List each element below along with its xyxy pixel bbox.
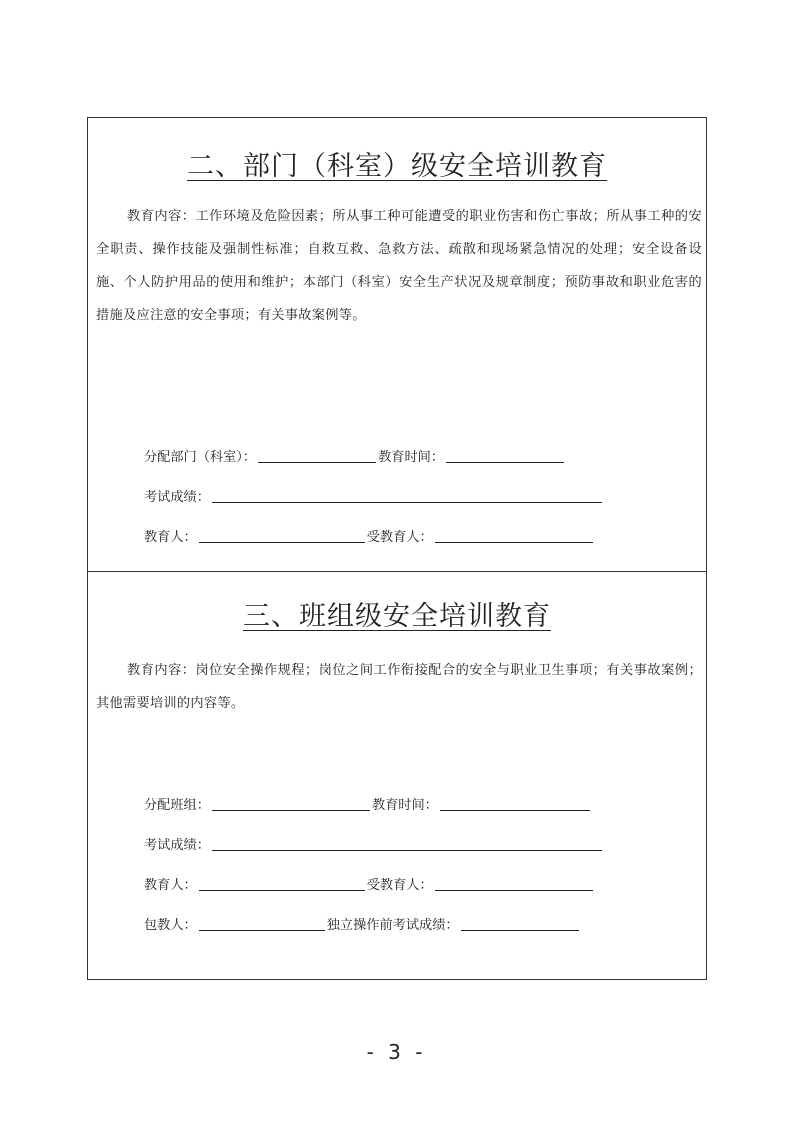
- score-label: 考试成绩：: [144, 838, 210, 853]
- educator-label: 教育人：: [144, 530, 197, 545]
- independent-score-field[interactable]: [461, 929, 579, 931]
- section-team-training: [87, 571, 707, 980]
- score-field[interactable]: [212, 501, 602, 503]
- trainee-label: 受教育人：: [366, 878, 433, 893]
- form-row-educator: [144, 526, 595, 545]
- time-label: 教育时间：: [378, 450, 445, 465]
- educator-field[interactable]: [199, 541, 365, 543]
- time-label: 教育时间：: [371, 798, 438, 813]
- time-field[interactable]: [440, 809, 590, 811]
- educator-field[interactable]: [199, 889, 365, 891]
- team-field[interactable]: [212, 809, 370, 811]
- dept-field[interactable]: [258, 461, 376, 463]
- form-row-educator: [144, 874, 595, 893]
- time-field[interactable]: [446, 461, 564, 463]
- trainee-field[interactable]: [435, 889, 593, 891]
- team-label: 分配班组：: [144, 798, 210, 813]
- section-title: 三、班组级安全培训教育: [243, 601, 551, 632]
- educator-label: 教育人：: [144, 878, 197, 893]
- score-label: 考试成绩：: [144, 490, 210, 505]
- form-row-dept-time: [144, 446, 566, 465]
- trainee-label: 受教育人：: [366, 530, 433, 545]
- mentor-field[interactable]: [199, 929, 325, 931]
- form-row-team-time: [144, 794, 592, 813]
- independent-score-label: 独立操作前考试成绩：: [326, 918, 459, 933]
- mentor-label: 包教人：: [144, 918, 197, 933]
- section-content: 教育内容：工作环境及危险因素；所从事工种可能遭受的职业伤害和伤亡事故；所从事工种的安全职责、操作技能及强制性标准；自救互救、急救方法、疏散和现场紧急情况的处理；安全设备设施、个人防护用品的使用和维护；本部门（科室）安全生产状况及规章制度；预防事故和职业危害的措施及应注意的安全事项；有关事故案例等。: [96, 209, 702, 323]
- trainee-field[interactable]: [435, 541, 593, 543]
- section-department-training: [87, 117, 707, 572]
- form-row-score: [144, 486, 604, 505]
- form-row-mentor: [144, 914, 581, 933]
- dept-label: 分配部门（科室）：: [144, 450, 257, 465]
- score-field[interactable]: [212, 849, 602, 851]
- page-number: - 3 -: [366, 1040, 427, 1064]
- section-content: 教育内容：岗位安全操作规程；岗位之间工作衔接配合的安全与职业卫生事项；有关事故案例；其他需要培训的内容等。: [96, 663, 702, 711]
- form-row-score: [144, 834, 604, 853]
- section-title: 二、部门（科室）级安全培训教育: [187, 151, 607, 182]
